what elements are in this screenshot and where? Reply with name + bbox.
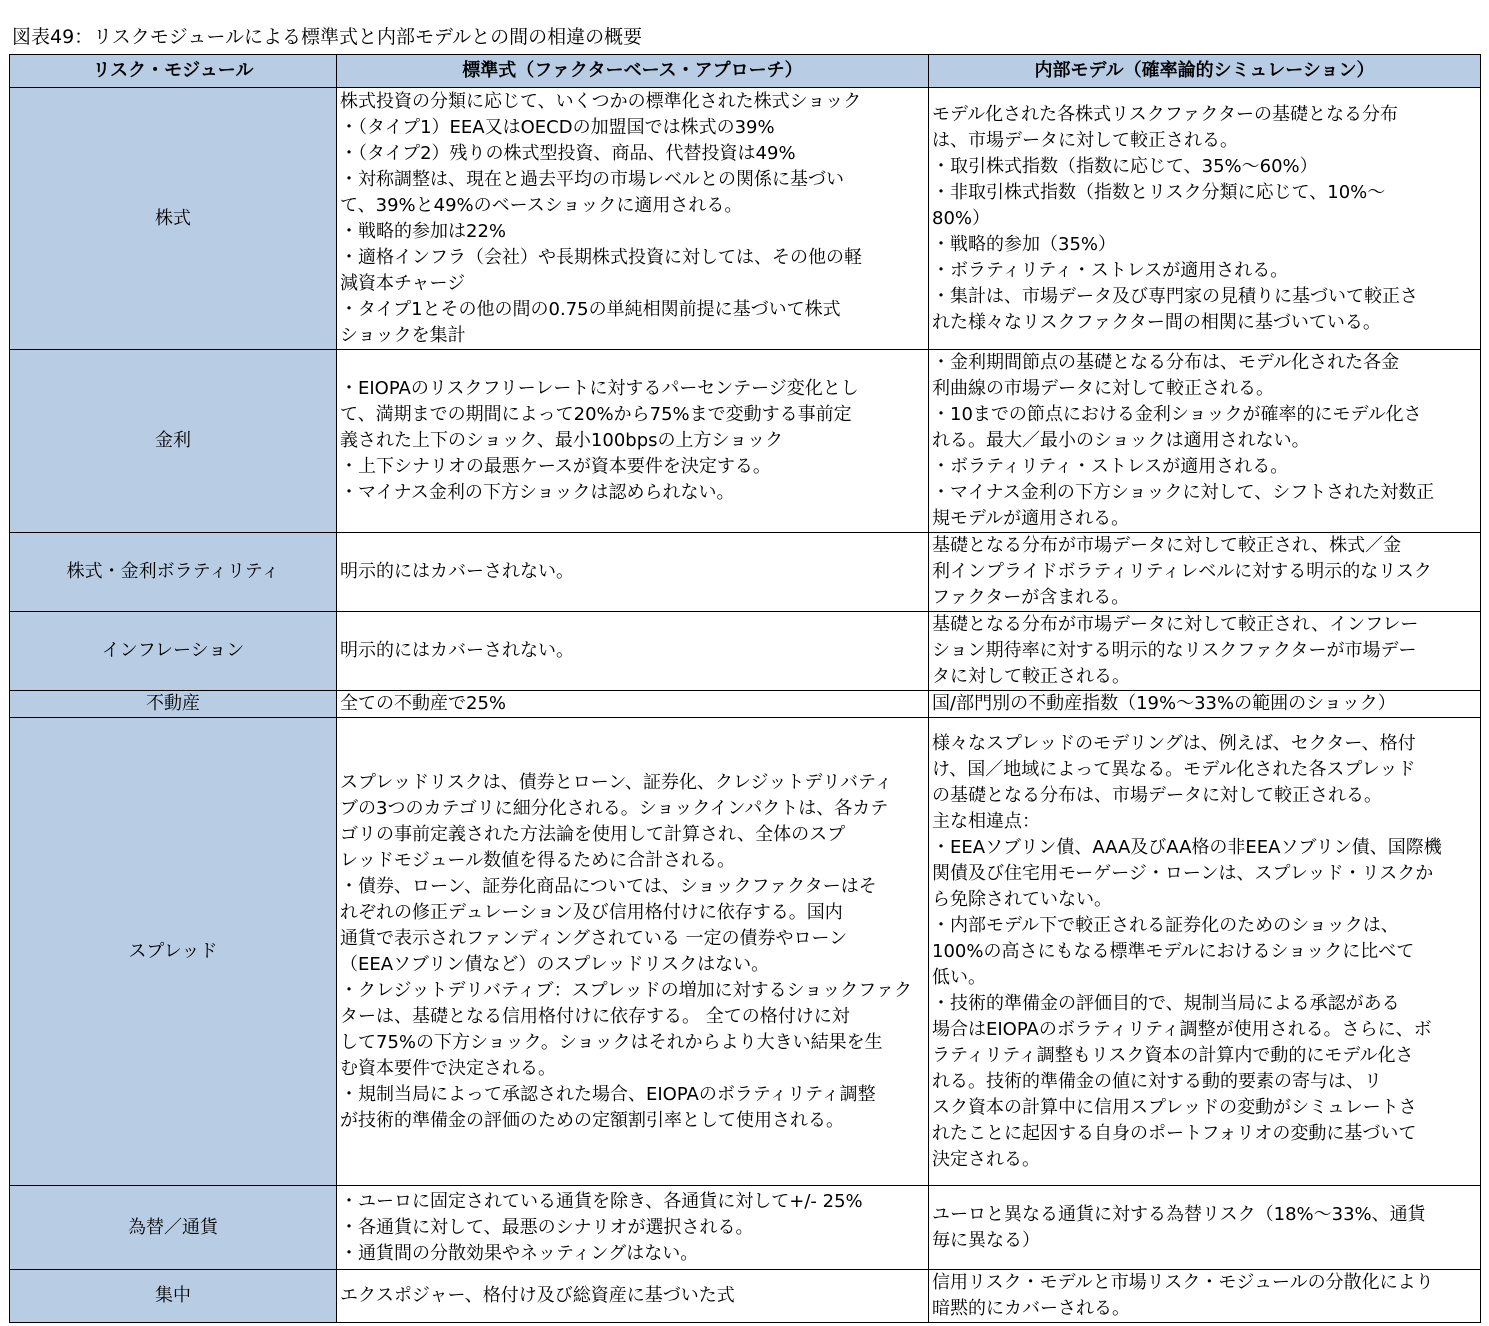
table-row-interest-rate [10, 350, 1481, 533]
internal-model-cell [929, 1270, 1481, 1323]
standard-formula-cell [337, 612, 929, 691]
cell-text-line: 低い。 [932, 966, 986, 988]
standard-formula-cell [337, 691, 929, 718]
risk-module-cell: 不動産 [10, 691, 337, 718]
cell-text-line: ・規制当局によって承認された場合、EIOPAのボラティリティ調整 [340, 1083, 876, 1105]
cell-text-line: ・非取引株式指数（指数とリスク分類に応じて、10%～ [932, 181, 1386, 203]
table-row-equity [10, 88, 1481, 350]
cell-text-line: 暗黙的にカバーされる。 [932, 1298, 1130, 1319]
cell-text-line: ・ユーロに固定されている通貨を除き、各通貨に対して+/- 25% [340, 1190, 863, 1212]
cell-text-line: スク資本の計算中に信用スプレッドの変動がシミュレートさ [932, 1096, 1417, 1118]
cell-text-line: ユーロと異なる通貨に対する為替リスク（18%～33%、通貨 [932, 1203, 1426, 1225]
cell-text-line: ・（タイプ2）残りの株式型投資、商品、代替投資は49% [340, 142, 796, 164]
cell-text-line: 基礎となる分布が市場データに対して較正され、インフレー [932, 614, 1419, 635]
header-risk-module: リスク・モジュール [10, 55, 337, 88]
internal-model-cell [929, 88, 1481, 350]
cell-text-line: モデル化された各株式リスクファクターの基礎となる分布 [932, 103, 1399, 125]
table-row-spread [10, 718, 1481, 1186]
cell-text-line: ・技術的準備金の評価目的で、規制当局による承認がある [932, 992, 1400, 1014]
cell-text-line: ・タイプ1とその他の間の0.75の単純相関前提に基づいて株式 [340, 298, 841, 320]
cell-text-line: 場合はEIOPAのボラティリティ調整が使用される。さらに、ボ [932, 1018, 1432, 1040]
cell-text-line: ・ボラティリティ・ストレスが適用される。 [932, 456, 1289, 477]
cell-text-line: れる。技術的準備金の値に対する動的要素の寄与は、リ [932, 1070, 1382, 1092]
cell-text-line: ・内部モデル下で較正される証券化のためのショックは、 [932, 914, 1399, 936]
cell-text-line: 信用リスク・モデルと市場リスク・モジュールの分散化により [932, 1272, 1434, 1293]
cell-text-line: 毎に異なる） [932, 1229, 1040, 1251]
cell-text-line: ・上下シナリオの最悪ケースが資本要件を決定する。 [340, 456, 771, 477]
cell-text-line: ・10までの節点における金利ショックが確率的にモデル化さ [932, 404, 1422, 425]
figure-title: 図表49：リスクモジュールによる標準式と内部モデルとの間の相違の概要 [12, 26, 643, 48]
cell-text-line: 全ての不動産で25% [340, 693, 507, 714]
table-row-concentration [10, 1270, 1481, 1323]
cell-text-line: ・集計は、市場データ及び専門家の見積りに基づいて較正さ [932, 285, 1418, 307]
cell-text-line: ・ボラティリティ・ストレスが適用される。 [932, 259, 1289, 281]
header-standard-formula: 標準式（ファクターベース・アプローチ） [337, 55, 929, 88]
comparison-table [9, 54, 1481, 1323]
cell-text-line: 80%） [932, 207, 991, 229]
cell-text-line: ・適格インフラ（会社）や長期株式投資に対しては、その他の軽 [340, 246, 862, 268]
cell-text-line: ・各通貨に対して、最悪のシナリオが選択される。 [340, 1216, 754, 1238]
cell-text-line: ション期待率に対する明示的なリスクファクターが市場デー [932, 640, 1417, 661]
internal-model-cell [929, 350, 1481, 533]
cell-text-line: ・マイナス金利の下方ショックは認められない。 [340, 482, 735, 503]
internal-model-cell [929, 612, 1481, 691]
cell-text-line: エクスポジャー、格付け及び総資産に基づいた式 [340, 1285, 735, 1306]
cell-text-line: 減資本チャージ [340, 272, 466, 294]
cell-text-line: ファクターが含まれる。 [932, 587, 1130, 608]
cell-text-line: ・金利期間節点の基礎となる分布は、モデル化された各金 [932, 352, 1400, 373]
risk-module-cell: 集中 [10, 1270, 337, 1323]
cell-text-line: が技術的準備金の評価のための定額割引率として使用される。 [340, 1109, 844, 1131]
internal-model-cell [929, 533, 1481, 612]
cell-text-line: の基礎となる分布は、市場データに対して較正される。 [932, 784, 1382, 806]
cell-text-line: む資本要件で決定される。 [340, 1057, 556, 1079]
internal-model-cell [929, 691, 1481, 718]
standard-formula-cell [337, 1186, 929, 1270]
cell-text-line: て、39%と49%のベースショックに適用される。 [340, 194, 743, 216]
cell-text-line: れた様々なリスクファクター間の相関に基づいている。 [932, 311, 1381, 333]
cell-text-line: ・EIOPAのリスクフリーレートに対するパーセンテージ変化とし [340, 378, 859, 399]
risk-module-cell: スプレッド [10, 718, 337, 1186]
cell-text-line: 利インプライドボラティリティレベルに対する明示的なリスク [932, 561, 1432, 582]
cell-text-line: れたことに起因する自身のポートフォリオの変動に基づいて [932, 1122, 1417, 1144]
cell-text-line: て、満期までの期間によって20%から75%まで変動する事前定 [340, 404, 852, 425]
cell-text-line: れぞれの修正デュレーション及び信用格付けに依存する。国内 [340, 901, 843, 923]
standard-formula-cell [337, 718, 929, 1186]
cell-text-line: れる。最大／最小のショックは適用されない。 [932, 430, 1310, 451]
cell-text-line: 関債及び住宅用モーゲージ・ローンは、スプレッド・リスクか [932, 862, 1434, 884]
risk-module-cell: 金利 [10, 350, 337, 533]
cell-text-line: ・EEAソブリン債、AAA及びAA格の非EEAソブリン債、国際機 [932, 836, 1442, 858]
cell-text-line: ・クレジットデリバティブ：スプレッドの増加に対するショックファク [340, 979, 912, 1001]
header-row [10, 55, 1481, 88]
cell-text-line: ・対称調整は、現在と過去平均の市場レベルとの関係に基づい [340, 168, 844, 190]
table-row-equity-ir-volatility [10, 533, 1481, 612]
standard-formula-cell [337, 1270, 929, 1323]
cell-text-line: ら免除されていない。 [932, 888, 1112, 910]
cell-text-line: 株式投資の分類に応じて、いくつかの標準化された株式ショック [340, 90, 862, 112]
internal-model-cell [929, 718, 1481, 1186]
cell-text-line: ・戦略的参加（35%） [932, 233, 1117, 255]
cell-text-line: 明示的にはカバーされない。 [340, 640, 574, 661]
cell-text-line: 義された上下のショック、最小100bpsの上方ショック [340, 430, 784, 451]
cell-text-line: して75%の下方ショック。ショックはそれからより大きい結果を生 [340, 1031, 883, 1053]
cell-text-line: 通貨で表示されファンディングされている 一定の債券やローン [340, 927, 848, 949]
cell-text-line: 明示的にはカバーされない。 [340, 561, 574, 582]
cell-text-line: 様々なスプレッドのモデリングは、例えば、セクター、格付 [932, 732, 1416, 754]
cell-text-line: （EEAソブリン債など）のスプレッドリスクはない。 [340, 953, 770, 975]
risk-module-cell: 為替／通貨 [10, 1186, 337, 1270]
risk-module-cell: インフレーション [10, 612, 337, 691]
cell-text-line: は、市場データに対して較正される。 [932, 129, 1238, 151]
table-row-fx-currency [10, 1186, 1481, 1270]
cell-text-line: レッドモジュール数値を得るために合計される。 [340, 849, 736, 871]
cell-text-line: 国/部門別の不動産指数（19%～33%の範囲のショック） [932, 693, 1396, 714]
standard-formula-cell [337, 88, 929, 350]
cell-text-line: ブの3つのカテゴリに細分化される。ショックインパクトは、各カテ [340, 797, 889, 819]
header-internal-model: 内部モデル（確率論的シミュレーション） [929, 55, 1481, 88]
internal-model-cell [929, 1186, 1481, 1270]
risk-module-cell: 株式 [10, 88, 337, 350]
cell-text-line: け、国／地域によって異なる。モデル化された各スプレッド [932, 758, 1416, 780]
cell-text-line: ・取引株式指数（指数に応じて、35%～60%） [932, 155, 1318, 177]
cell-text-line: 規モデルが適用される。 [932, 508, 1130, 529]
cell-text-line: ターは、基礎となる信用格付けに依存する。 全ての格付けに対 [340, 1005, 850, 1027]
cell-text-line: ショックを集計 [340, 324, 466, 346]
standard-formula-cell [337, 350, 929, 533]
cell-text-line: ・マイナス金利の下方ショックに対して、シフトされた対数正 [932, 482, 1435, 503]
cell-text-line: 主な相違点： [932, 810, 1040, 832]
table-row-inflation [10, 612, 1481, 691]
cell-text-line: 100%の高さにもなる標準モデルにおけるショックに比べて [932, 940, 1415, 962]
cell-text-line: 基礎となる分布が市場データに対して較正され、株式／金 [932, 535, 1402, 556]
cell-text-line: タに対して較正される。 [932, 666, 1130, 687]
cell-text-line: ・（タイプ1）EEA又はOECDの加盟国では株式の39% [340, 116, 775, 138]
table-row-property [10, 691, 1481, 718]
risk-module-cell: 株式・金利ボラティリティ [10, 533, 337, 612]
cell-text-line: ラティリティ調整もリスク資本の計算内で動的にモデル化さ [932, 1044, 1414, 1066]
cell-text-line: ゴリの事前定義された方法論を使用して計算され、全体のスプ [340, 823, 846, 845]
cell-text-line: ・戦略的参加は22% [340, 220, 507, 242]
cell-text-line: スプレッドリスクは、債券とローン、証券化、クレジットデリバティ [340, 771, 893, 793]
cell-text-line: 利曲線の市場データに対して較正される。 [932, 378, 1274, 399]
cell-text-line: 決定される。 [932, 1148, 1040, 1170]
cell-text-line: ・通貨間の分散効果やネッティングはない。 [340, 1242, 699, 1264]
standard-formula-cell [337, 533, 929, 612]
cell-text-line: ・債券、ローン、証券化商品については、ショックファクターはそ [340, 875, 877, 897]
